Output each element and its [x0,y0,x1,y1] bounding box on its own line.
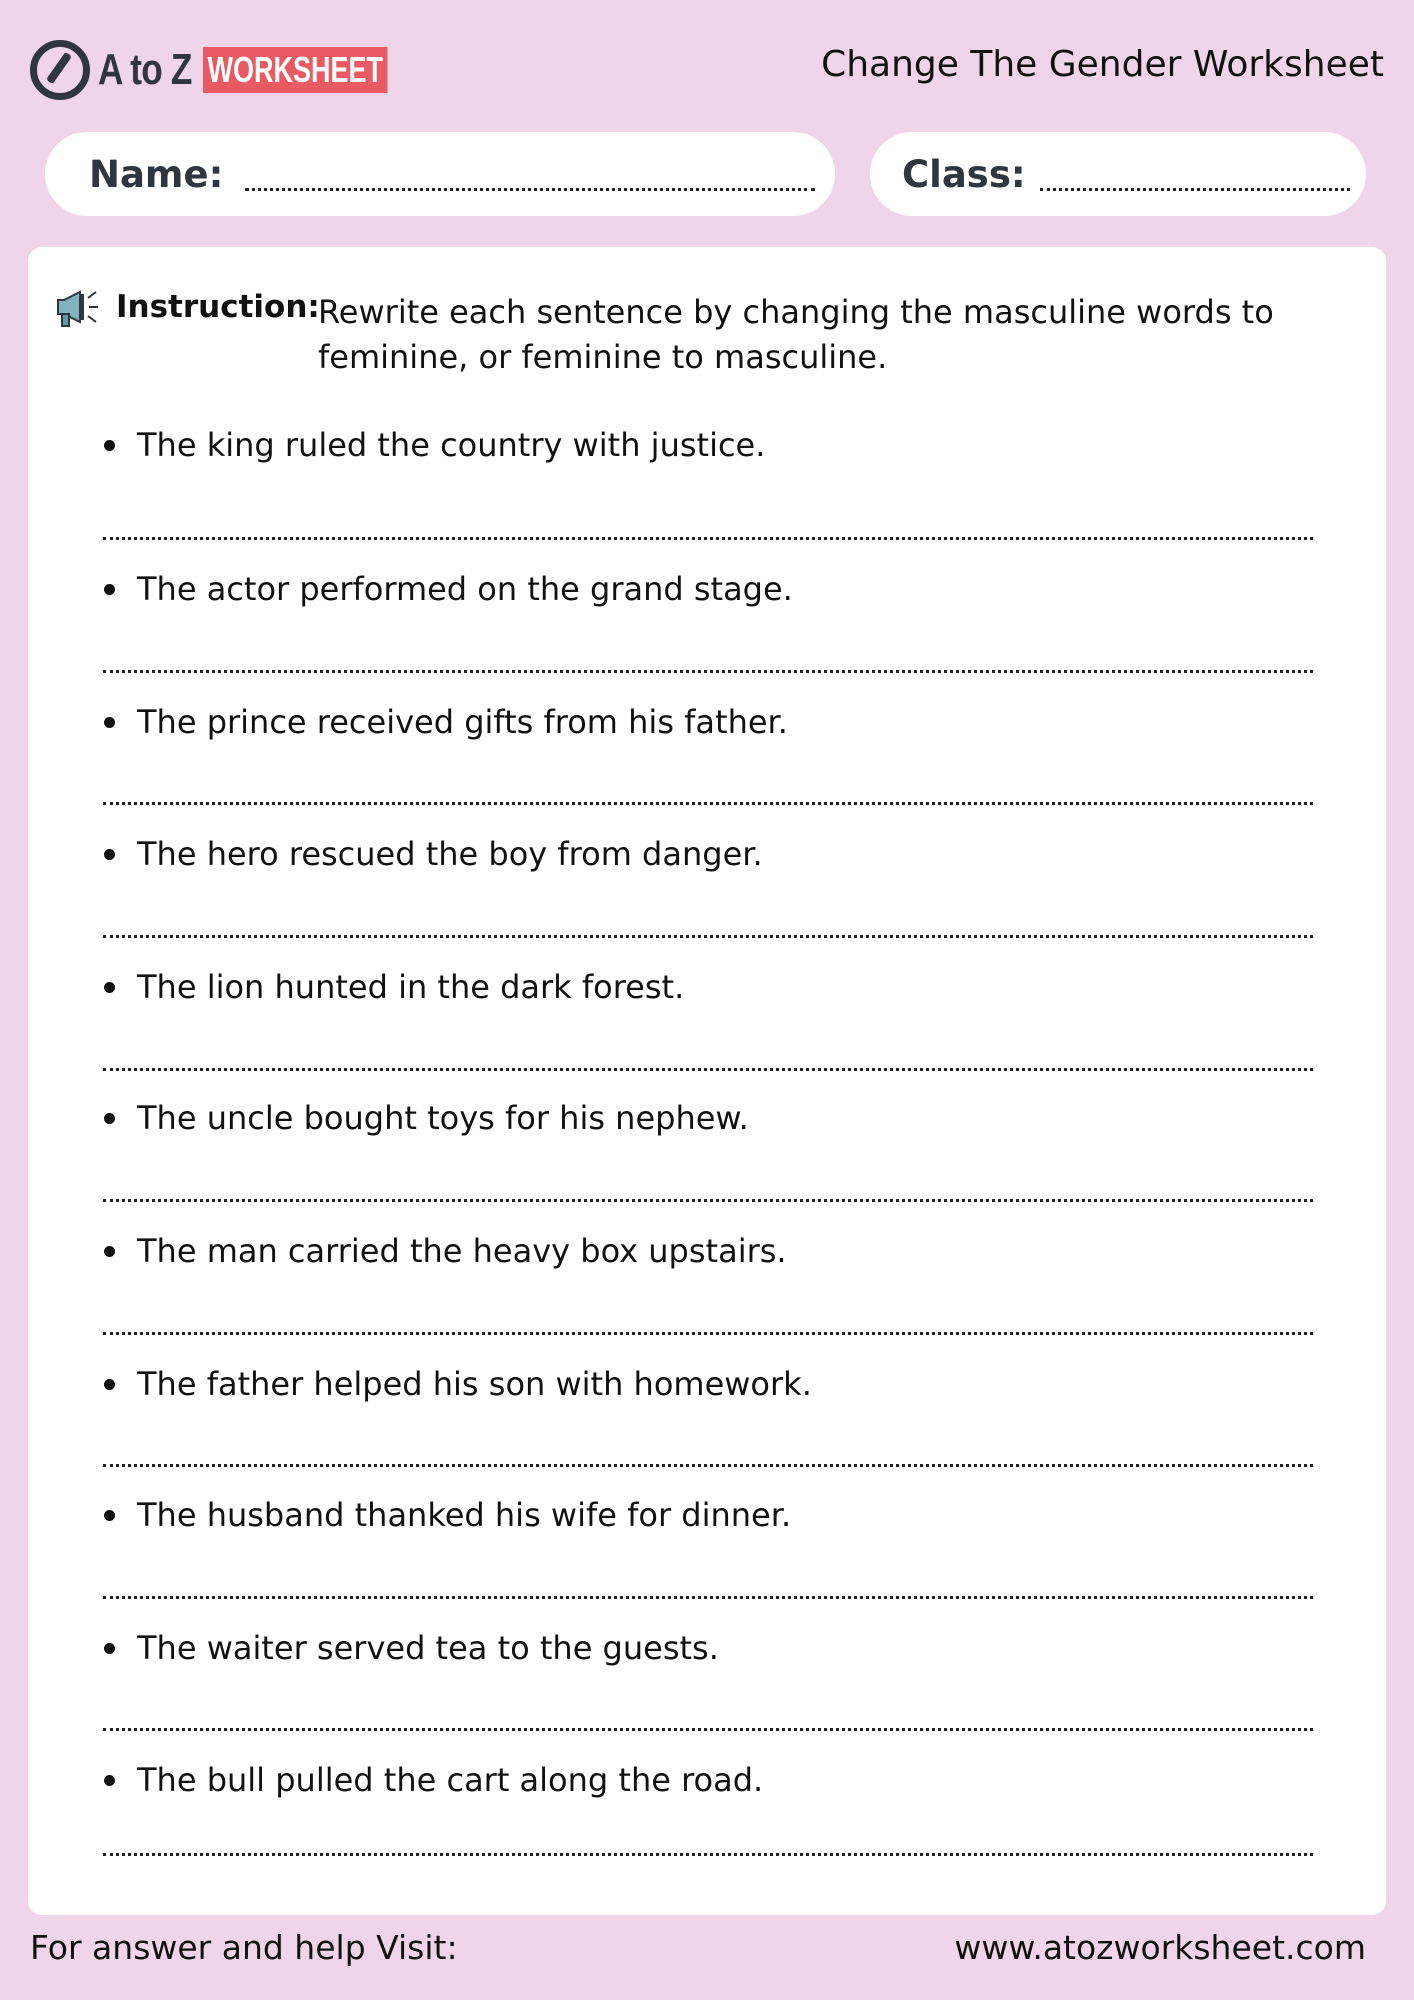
answer-line[interactable] [103,802,1313,805]
question-text: The hero rescued the boy from danger. [137,835,763,873]
answer-line[interactable] [103,1464,1313,1467]
megaphone-icon [54,288,100,328]
question-text: The bull pulled the cart along the road. [137,1761,764,1799]
answer-line[interactable] [103,1332,1313,1335]
logo-badge: WORKSHEET [203,47,388,93]
pen-logo-icon [30,40,90,100]
question-text: The uncle bought toys for his nephew. [137,1099,749,1137]
class-field[interactable] [870,132,1366,216]
bullet-icon [104,1775,115,1786]
bullet-icon [104,1113,115,1124]
question-item [104,703,788,741]
name-line[interactable] [245,188,815,191]
answer-line[interactable] [103,670,1313,673]
bullet-icon [104,1379,115,1390]
answer-line[interactable] [103,1068,1313,1071]
bullet-icon [104,1246,115,1257]
footer-help-text: For answer and help Visit: [30,1928,458,1967]
question-text: The waiter served tea to the guests. [137,1629,719,1667]
bullet-icon [104,440,115,451]
bullet-icon [104,849,115,860]
footer-website-link[interactable]: www.atozworksheet.com [954,1928,1366,1967]
question-item [104,1365,812,1403]
instruction-label: Instruction: [116,289,320,325]
question-item [104,1099,749,1137]
name-field[interactable] [45,132,835,216]
question-item [104,570,793,608]
question-item [104,968,684,1006]
instruction-text: Rewrite each sentence by changing the masculine words to feminine, or feminine to masculine. [318,293,1274,376]
question-text: The lion hunted in the dark forest. [137,968,685,1006]
question-item [104,1629,719,1667]
bullet-icon [104,1510,115,1521]
question-text: The man carried the heavy box upstairs. [137,1232,787,1270]
question-text: The father helped his son with homework. [137,1365,812,1403]
logo [30,38,449,102]
question-text: The actor performed on the grand stage. [137,570,793,608]
answer-line[interactable] [103,1596,1313,1599]
question-item [104,1232,787,1270]
question-item [104,1761,763,1799]
answer-line[interactable] [103,537,1313,540]
bullet-icon [104,1643,115,1654]
question-item [104,426,765,464]
class-line[interactable] [1040,188,1350,191]
question-text: The prince received gifts from his father. [137,703,788,741]
question-item [104,835,763,873]
bullet-icon [104,717,115,728]
bullet-icon [104,584,115,595]
question-text: The king ruled the country with justice. [137,426,766,464]
bullet-icon [104,982,115,993]
question-item [104,1496,791,1534]
answer-line[interactable] [103,1853,1313,1856]
question-text: The husband thanked his wife for dinner. [137,1496,792,1534]
class-label: Class: [902,152,1026,196]
logo-text: A to Z [98,45,192,94]
page-title: Change The Gender Worksheet [821,44,1384,85]
name-label: Name: [89,152,224,196]
answer-line[interactable] [103,935,1313,938]
answer-line[interactable] [103,1728,1313,1731]
answer-line[interactable] [103,1199,1313,1202]
